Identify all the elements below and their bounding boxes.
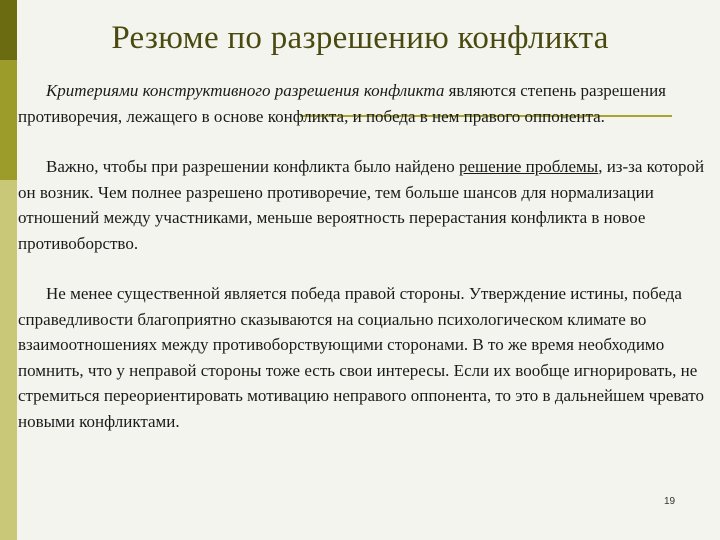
slide-title: Резюме по разрешению конфликта — [111, 20, 609, 56]
paragraph-criteria — [18, 78, 708, 129]
criteria-emphasis: Критериями конструктивного разрешения конфликта — [46, 81, 445, 100]
page-number: 19 — [664, 496, 676, 507]
solution-text-before: Важно, чтобы при разрешении конфликта было найдено — [46, 157, 459, 176]
decor-bar-bottom — [0, 180, 17, 540]
paragraph-victory: Не менее существенной является победа правой стороны. Утверждение истины, победа справедливости благоприятно сказываются на социально психологическом климате во взаимоотношениях между противоборствующими сторонами. В то же время необходимо помнить, что у неправой стороны тоже есть свои интересы. Если их вообще игнорировать, не стремиться переориентировать мотивацию неправого оппонента, то это в дальнейшем чревато новыми конфликтами. — [18, 284, 705, 431]
decor-bar-middle — [0, 60, 17, 180]
paragraph-solution — [18, 154, 708, 256]
solution-link[interactable]: решение проблемы — [458, 157, 599, 176]
criteria-text: являются степень разрешения противоречия, лежащего в основе конфликта, и победа в нем правого оппонента. — [18, 81, 666, 126]
solution-text-after: , из-за которой он возник. Чем полнее разрешено противоречие, тем больше шансов для нормализации отношений между участниками, меньше вероятность перерастания конфликта в новое противоборство. — [18, 157, 705, 253]
slide-body — [18, 78, 708, 434]
